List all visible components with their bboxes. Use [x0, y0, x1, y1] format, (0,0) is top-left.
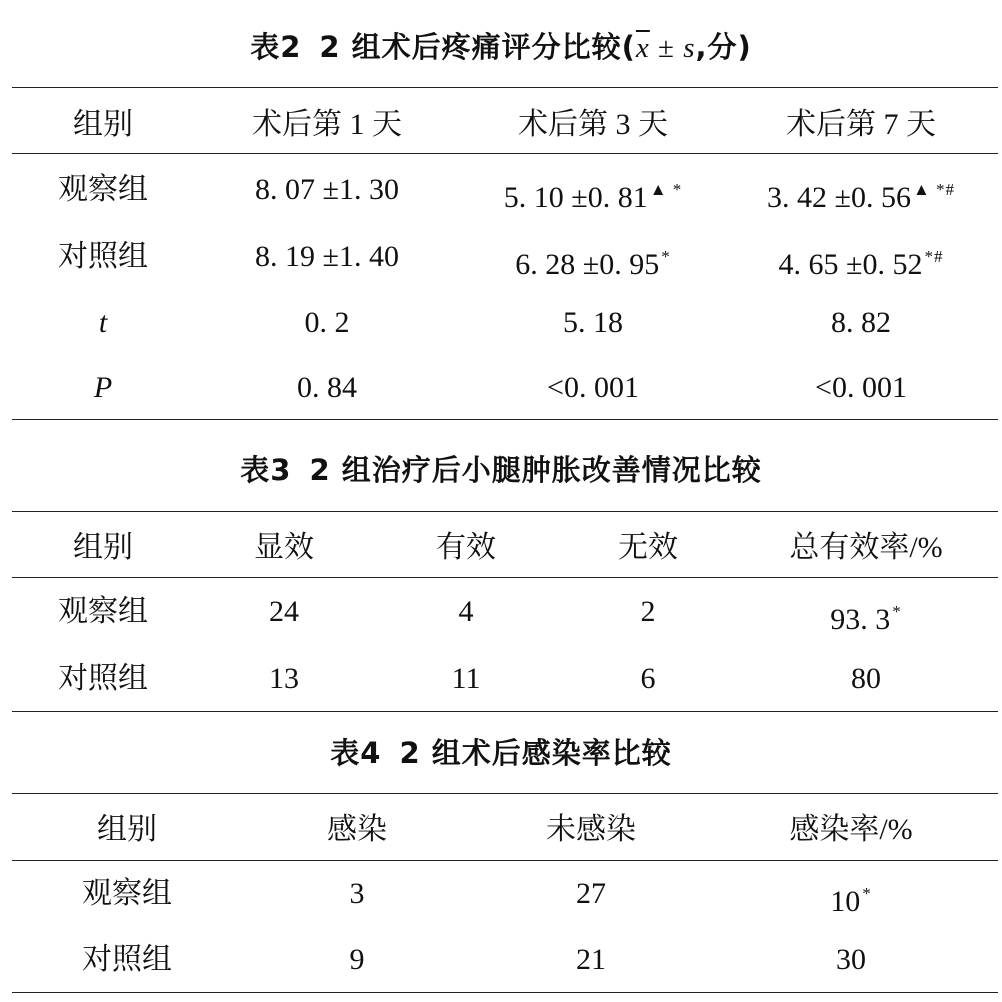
table3-row-control-marked: 13	[269, 662, 299, 695]
significance-marker: *	[661, 247, 671, 266]
table4-header-rule	[12, 860, 998, 861]
significance-marker: ▲ *	[649, 180, 683, 199]
table3-row-observation-rate: 93. 3 *	[830, 602, 902, 636]
table2-header-day1: 术后第 1 天	[252, 108, 402, 141]
table2-caption-text: 2 组术后疼痛评分比较(	[319, 30, 636, 64]
table2-row-control-day3: 6. 28 ±0. 95 *	[515, 247, 671, 281]
table3-row-observation-label: 观察组	[58, 595, 148, 628]
table4-caption	[0, 733, 1002, 773]
table3-caption	[0, 450, 1002, 490]
table3-header-effective: 有效	[436, 531, 496, 564]
table2-row-observation-day3: 5. 10 ±0. 81 ▲ *	[503, 180, 683, 214]
table2-bottom-rule	[12, 419, 998, 420]
table3-row-control-rate: 80	[851, 662, 881, 695]
table4-row-control-label: 对照组	[82, 943, 172, 976]
table3-bottom-rule	[12, 711, 998, 712]
table4-row-observation-not-infected: 27	[576, 877, 606, 910]
table4-row-observation-label: 观察组	[82, 877, 172, 910]
table2-row-t-label: t	[98, 306, 108, 339]
table2-row-p-label: P	[93, 371, 113, 404]
table2-row-t-day7: 8. 82	[831, 306, 891, 339]
table2-row-p-day7: <0. 001	[815, 371, 907, 404]
table2-row-observation-day1: 8. 07 ±1. 30	[255, 173, 399, 206]
significance-marker: *#	[924, 247, 944, 266]
table4-caption-text: 2 组术后感染率比较	[399, 736, 672, 770]
table3-header-rate: 总有效率/%	[789, 531, 943, 564]
significance-marker: *	[892, 602, 902, 621]
table3-header-marked: 显效	[254, 531, 314, 564]
table2-row-control-day1: 8. 19 ±1. 40	[255, 240, 399, 273]
table4-header-not-infected: 未感染	[546, 813, 636, 846]
table2-caption-pm: ±	[649, 32, 684, 64]
table4-row-control-infected: 9	[349, 943, 365, 976]
table2-caption-s: s	[683, 32, 696, 64]
table3-header-ineffective: 无效	[618, 531, 678, 564]
table4-row-control-rate: 30	[836, 943, 866, 976]
table2-header-day7: 术后第 7 天	[786, 108, 936, 141]
table2-row-control-label: 对照组	[58, 240, 148, 273]
table2-caption-number: 表2	[250, 30, 302, 64]
table4-caption-number: 表4	[330, 736, 382, 770]
table2-row-t-day1: 0. 2	[304, 306, 350, 339]
table3-header-group: 组别	[73, 531, 133, 564]
table2-header-day3: 术后第 3 天	[518, 108, 668, 141]
table4-bottom-rule	[12, 992, 998, 993]
table4-header-group: 组别	[97, 813, 157, 846]
table3-row-control-effective: 11	[451, 662, 481, 695]
table2-header-rule	[12, 153, 998, 154]
table2-header-group: 组别	[73, 108, 133, 141]
table2-caption-xbar: $\overline{x}$	[635, 32, 650, 64]
table4-top-rule	[12, 793, 998, 794]
table2-row-p-day3: <0. 001	[547, 371, 639, 404]
significance-marker: ▲ *#	[912, 180, 956, 199]
table2-row-control-day7: 4. 65 ±0. 52 *#	[778, 247, 944, 281]
table3-header-rule	[12, 577, 998, 578]
table3-row-control-ineffective: 6	[640, 662, 656, 695]
table4-header-rate: 感染率/%	[789, 813, 913, 846]
table4-row-control-not-infected: 21	[576, 943, 606, 976]
table2-caption-end: ,分)	[695, 30, 752, 64]
table3-top-rule	[12, 511, 998, 512]
table4-header-infected: 感染	[327, 813, 387, 846]
table3-row-observation-ineffective: 2	[640, 595, 656, 628]
table3-row-control-label: 对照组	[58, 662, 148, 695]
table2-row-p-day1: 0. 84	[297, 371, 357, 404]
table3-caption-text: 2 组治疗后小腿肿胀改善情况比较	[309, 453, 762, 487]
table3-row-observation-marked: 24	[269, 595, 299, 628]
table2-top-rule	[12, 87, 998, 88]
table2-row-observation-label: 观察组	[58, 173, 148, 206]
table2-caption	[0, 27, 1002, 68]
table4-row-observation-rate: 10 *	[830, 884, 872, 918]
table3-row-observation-effective: 4	[458, 595, 474, 628]
table2-row-observation-day7: 3. 42 ±0. 56 ▲ *#	[766, 180, 956, 214]
table4-row-observation-infected: 3	[349, 877, 365, 910]
table3-caption-number: 表3	[240, 453, 292, 487]
significance-marker: *	[862, 884, 872, 903]
table2-row-t-day3: 5. 18	[563, 306, 623, 339]
